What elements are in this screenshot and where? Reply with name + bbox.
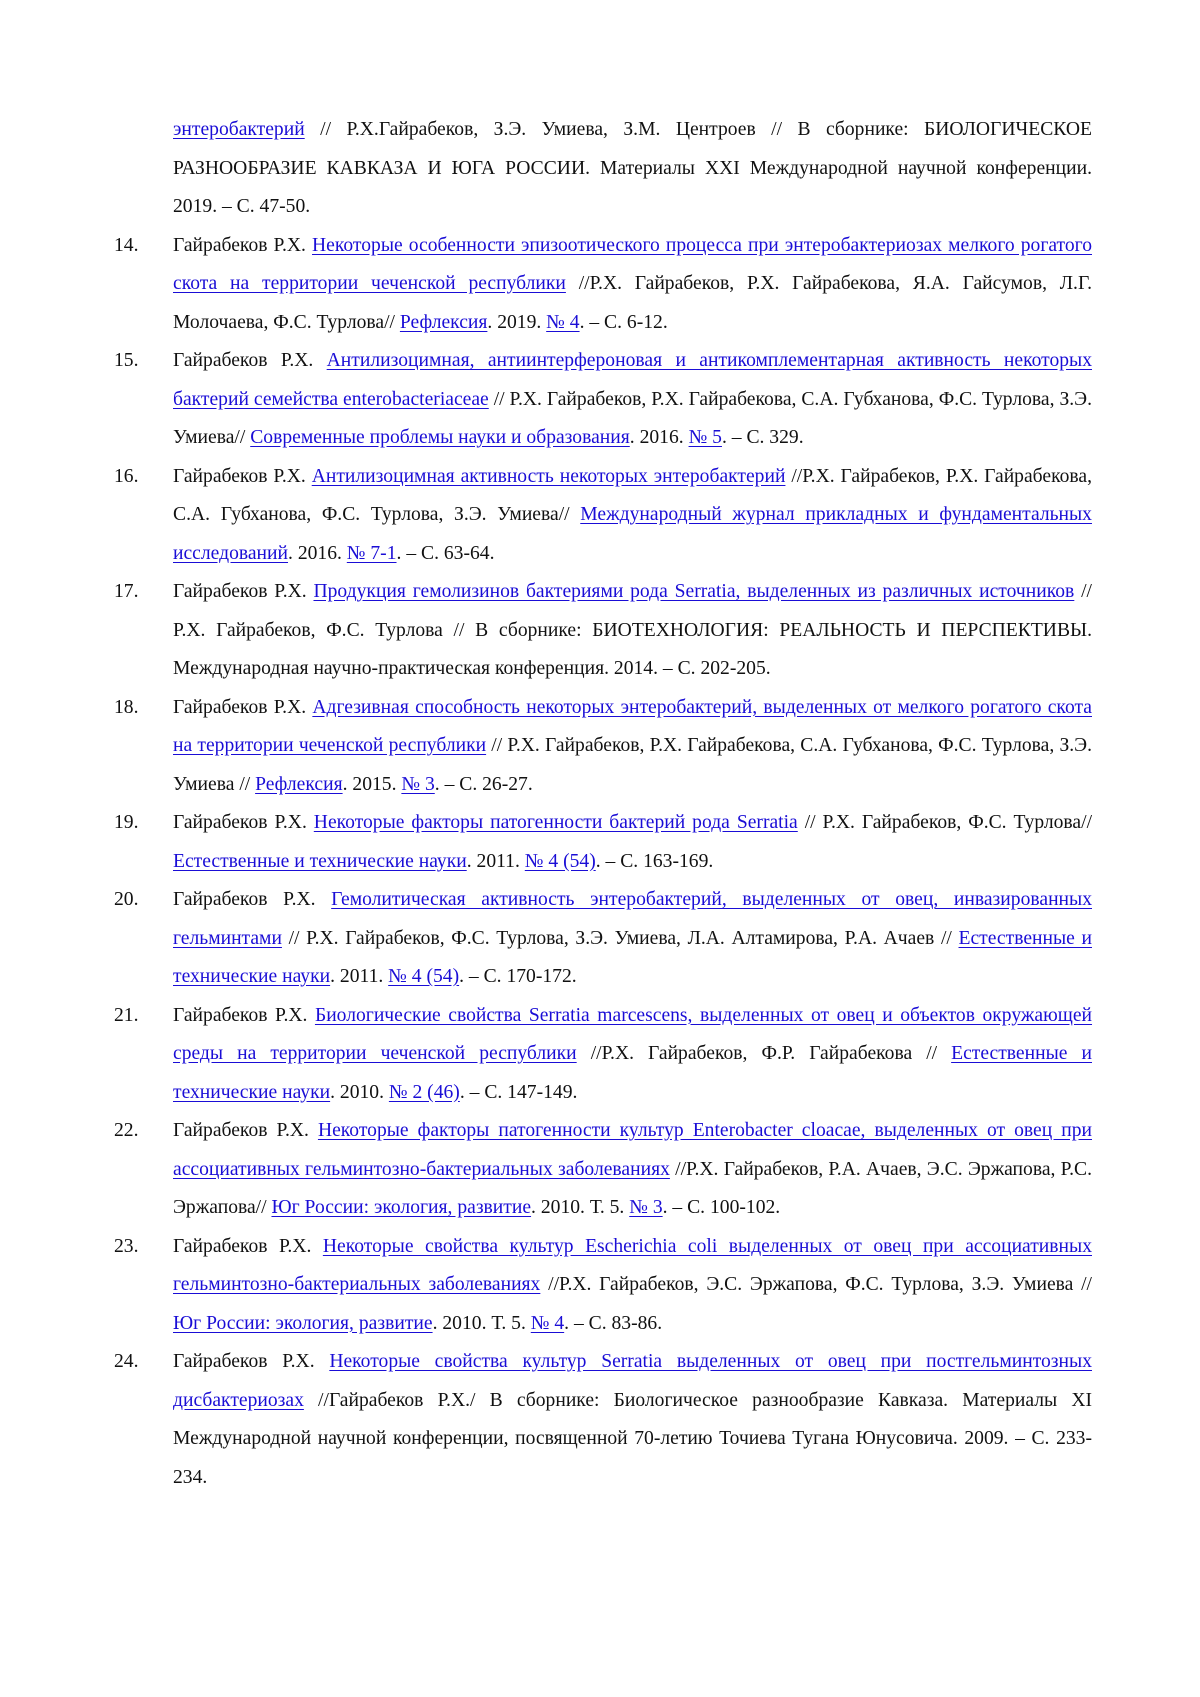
reference-number: 14. xyxy=(114,227,173,266)
reference-entry xyxy=(114,1228,1092,1344)
reference-link[interactable]: Рефлексия xyxy=(400,312,487,333)
reference-segment: Гайрабеков Р.Х. xyxy=(173,1005,315,1026)
reference-segment: . 2016. xyxy=(288,543,347,564)
reference-entry xyxy=(114,689,1092,805)
reference-segment: //Р.Х. Гайрабеков, Р.Х. Гайрабекова, Я.А. Гайсумов, Л.Г. Молочаева, Ф.С. Турлова// xyxy=(173,273,1092,333)
reference-entry xyxy=(114,111,1092,227)
reference-segment: // Р.Х.Гайрабеков, З.Э. Умиева, З.М. Центроев // В сборнике: БИОЛОГИЧЕСКОЕ РАЗНООБРАЗИЕ КАВКАЗА И ЮГА РОССИИ. Материалы XXI Международной научной конференции. 2019. – С. 47-50. xyxy=(173,119,1092,217)
reference-link[interactable]: Естественные и технические науки xyxy=(173,928,1092,988)
reference-segment: . – С. 83-86. xyxy=(564,1313,662,1334)
reference-number: 24. xyxy=(114,1343,173,1382)
reference-link[interactable]: Продукция гемолизинов бактериями рода Serratia, выделенных из различных источников xyxy=(313,581,1074,602)
reference-link[interactable]: № 7-1 xyxy=(347,543,397,564)
reference-segment: Гайрабеков Р.Х. xyxy=(173,812,314,833)
reference-text xyxy=(173,1228,1092,1344)
reference-link[interactable]: Естественные и технические науки xyxy=(173,1043,1092,1103)
reference-segment: // Р.Х. Гайрабеков, Ф.С. Турлова, З.Э. Умиева, Л.А. Алтамирова, Р.А. Ачаев // xyxy=(282,928,959,949)
reference-entry xyxy=(114,1343,1092,1497)
reference-link[interactable]: Некоторые свойства культур Escherichia coli выделенных от овец при ассоциативных гельминтозно-бактериальных заболеваниях xyxy=(173,1236,1092,1296)
reference-segment: Гайрабеков Р.Х. xyxy=(173,350,327,371)
reference-link[interactable]: Рефлексия xyxy=(255,774,342,795)
reference-segment: . – С. 6-12. xyxy=(580,312,668,333)
reference-link[interactable]: Адгезивная способность некоторых энтеробактерий, выделенных от мелкого рогатого скота на территории чеченской республики xyxy=(173,697,1092,757)
reference-segment: Гайрабеков Р.Х. xyxy=(173,1120,318,1141)
reference-number: 20. xyxy=(114,881,173,920)
document-page xyxy=(0,0,1200,1697)
reference-link[interactable]: Некоторые факторы патогенности бактерий рода Serratia xyxy=(314,812,798,833)
reference-text xyxy=(173,689,1092,805)
reference-text xyxy=(173,997,1092,1113)
reference-entry xyxy=(114,997,1092,1113)
reference-link[interactable]: Международный журнал прикладных и фундаментальных исследований xyxy=(173,504,1092,564)
reference-entry xyxy=(114,342,1092,458)
reference-link[interactable]: Антилизоцимная активность некоторых энтеробактерий xyxy=(312,466,786,487)
reference-number: 22. xyxy=(114,1112,173,1151)
reference-entry xyxy=(114,227,1092,343)
reference-link[interactable]: № 4 xyxy=(531,1313,564,1334)
reference-number: 19. xyxy=(114,804,173,843)
reference-link[interactable]: № 2 (46) xyxy=(389,1082,460,1103)
reference-link[interactable]: Юг России: экология, развитие xyxy=(271,1197,531,1218)
reference-link[interactable]: Юг России: экология, развитие xyxy=(173,1313,433,1334)
reference-segment: . 2016. xyxy=(630,427,689,448)
reference-segment: . – С. 147-149. xyxy=(460,1082,578,1103)
reference-segment: // Р.Х. Гайрабеков, Ф.С. Турлова// xyxy=(798,812,1092,833)
reference-text xyxy=(173,1112,1092,1228)
reference-link[interactable]: № 4 xyxy=(546,312,579,333)
reference-number: 23. xyxy=(114,1228,173,1267)
reference-segment: . 2015. xyxy=(343,774,402,795)
reference-text xyxy=(173,227,1092,343)
reference-segment: //Р.Х. Гайрабеков, Ф.Р. Гайрабекова // xyxy=(577,1043,951,1064)
reference-number: 21. xyxy=(114,997,173,1036)
reference-entry xyxy=(114,804,1092,881)
reference-segment: //Р.Х. Гайрабеков, Р.А. Ачаев, Э.С. Эржапова, Р.С. Эржапова// xyxy=(173,1159,1092,1219)
reference-segment: . – С. 329. xyxy=(722,427,804,448)
reference-link[interactable]: энтеробактерий xyxy=(173,119,305,140)
reference-segment: //Р.Х. Гайрабеков, Э.С. Эржапова, Ф.С. Турлова, З.Э. Умиева // xyxy=(540,1274,1092,1295)
reference-text xyxy=(173,1343,1092,1497)
reference-segment: Гайрабеков Р.Х. xyxy=(173,235,312,256)
reference-segment: . – С. 63-64. xyxy=(397,543,495,564)
reference-text xyxy=(173,804,1092,881)
reference-segment: . 2010. Т. 5. xyxy=(433,1313,531,1334)
reference-text xyxy=(173,342,1092,458)
reference-link[interactable]: Биологические свойства Serratia marcescens, выделенных от овец и объектов окружающей среды на территории чеченской республики xyxy=(173,1005,1092,1065)
reference-link[interactable]: № 5 xyxy=(689,427,722,448)
reference-text xyxy=(173,458,1092,574)
reference-segment: Гайрабеков Р.Х. xyxy=(173,1236,323,1257)
reference-segment: . – С. 100-102. xyxy=(663,1197,781,1218)
reference-segment: . – С. 163-169. xyxy=(596,851,714,872)
reference-number: 15. xyxy=(114,342,173,381)
reference-number: 16. xyxy=(114,458,173,497)
reference-entry xyxy=(114,573,1092,689)
reference-segment: . 2010. Т. 5. xyxy=(531,1197,629,1218)
reference-number: 17. xyxy=(114,573,173,612)
reference-segment: . 2011. xyxy=(467,851,525,872)
reference-link[interactable]: № 4 (54) xyxy=(525,851,596,872)
reference-link[interactable]: № 4 (54) xyxy=(388,966,459,987)
reference-segment: . 2019. xyxy=(487,312,546,333)
reference-segment: Гайрабеков Р.Х. xyxy=(173,889,331,910)
reference-segment: //Гайрабеков Р.Х./ В сборнике: Биологическое разнообразие Кавказа. Материалы XI Международной научной конференции, посвященной 70-летию Точиева Тугана Юнусовича. 2009. – С. 233-234. xyxy=(173,1390,1092,1488)
reference-link[interactable]: Современные проблемы науки и образования xyxy=(250,427,630,448)
reference-segment: // Р.Х. Гайрабеков, Р.Х. Гайрабекова, С.А. Губханова, Ф.С. Турлова, З.Э. Умиева // xyxy=(173,735,1092,795)
reference-link[interactable]: Гемолитическая активность энтеробактерий, выделенных от овец, инвазированных гельминтами xyxy=(173,889,1092,949)
reference-segment: . – С. 26-27. xyxy=(435,774,533,795)
reference-list xyxy=(114,111,1092,1497)
reference-entry xyxy=(114,458,1092,574)
reference-segment: // Р.Х. Гайрабеков, Ф.С. Турлова // В сборнике: БИОТЕХНОЛОГИЯ: РЕАЛЬНОСТЬ И ПЕРСПЕКТИВЫ. Международная научно-практическая конференция. 2014. – С. 202-205. xyxy=(173,581,1092,679)
reference-segment: Гайрабеков Р.Х. xyxy=(173,581,313,602)
reference-segment: . 2010. xyxy=(330,1082,389,1103)
reference-segment: Гайрабеков Р.Х. xyxy=(173,466,312,487)
reference-number: 18. xyxy=(114,689,173,728)
reference-segment: . 2011. xyxy=(330,966,388,987)
reference-link[interactable]: Некоторые особенности эпизоотического процесса при энтеробактериозах мелкого рогатого скота на территории чеченской республики xyxy=(173,235,1092,295)
reference-segment: Гайрабеков Р.Х. xyxy=(173,1351,329,1372)
reference-link[interactable]: Естественные и технические науки xyxy=(173,851,467,872)
reference-link[interactable]: № 3 xyxy=(401,774,434,795)
reference-text xyxy=(173,573,1092,689)
reference-link[interactable]: № 3 xyxy=(629,1197,662,1218)
reference-link[interactable]: Антилизоцимная, антиинтерфероновая и антикомплементарная активность некоторых бактерий семейства enterobacteriaceae xyxy=(173,350,1092,410)
reference-text xyxy=(173,881,1092,997)
reference-link[interactable]: Некоторые факторы патогенности культур Enterobacter cloacae, выделенных от овец при ассоциативных гельминтозно-бактериальных заболеваниях xyxy=(173,1120,1092,1180)
reference-segment: Гайрабеков Р.Х. xyxy=(173,697,312,718)
reference-segment: //Р.Х. Гайрабеков, Р.Х. Гайрабекова, С.А. Губханова, Ф.С. Турлова, З.Э. Умиева// xyxy=(173,466,1092,526)
reference-link[interactable]: Некоторые свойства культур Serratia выделенных от овец при постгельминтозных дисбактериозах xyxy=(173,1351,1092,1411)
reference-segment: // Р.Х. Гайрабеков, Р.Х. Гайрабекова, С.А. Губханова, Ф.С. Турлова, З.Э. Умиева// xyxy=(173,389,1092,449)
reference-entry xyxy=(114,881,1092,997)
reference-entry xyxy=(114,1112,1092,1228)
reference-segment: . – С. 170-172. xyxy=(459,966,577,987)
reference-text xyxy=(173,111,1092,227)
